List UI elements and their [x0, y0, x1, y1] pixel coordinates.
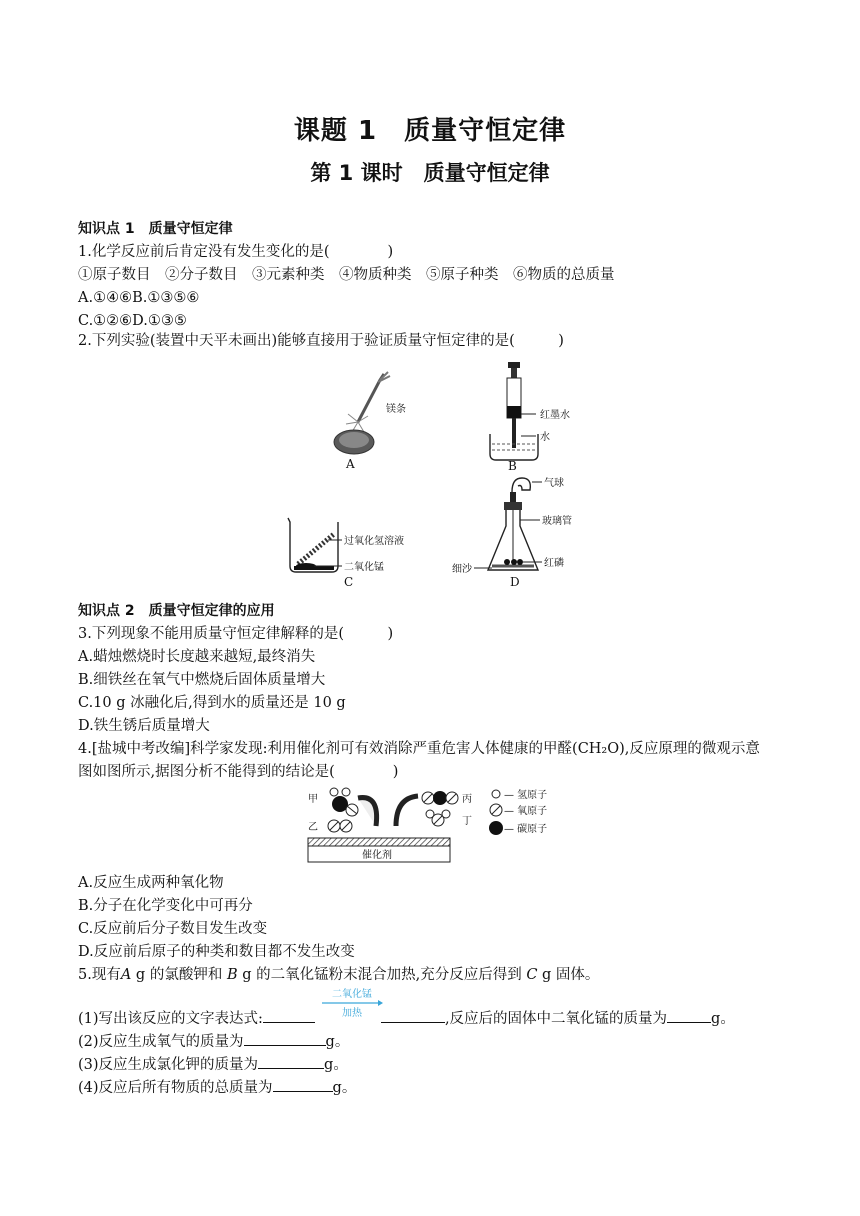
- label-water: 水: [540, 432, 550, 443]
- figure-c-h2o2: [284, 514, 424, 592]
- q3-option-c: C.10 g 冰融化后,得到水的质量还是 10 g: [78, 695, 346, 711]
- q3-option-b: B.细铁丝在氧气中燃烧后固体质量增大: [78, 672, 326, 688]
- q5-part1: [78, 1008, 735, 1028]
- q5-var-b: B: [226, 967, 238, 983]
- section-heading-1: 知识点 1 质量守恒定律: [78, 221, 233, 237]
- blank-oxygen-mass[interactable]: [244, 1031, 326, 1046]
- caption-b: B: [508, 459, 517, 473]
- q5-stem-mid2: g 的二氧化锰粉末混合加热,充分反应后得到: [237, 967, 527, 983]
- blank-product[interactable]: [381, 1008, 445, 1023]
- q5-part4-text: (4)反应后所有物质的总质量为: [78, 1080, 273, 1096]
- q5-var-a: A: [120, 967, 132, 983]
- figure-d-flask: [452, 472, 582, 592]
- label-yi: 乙: [308, 822, 318, 833]
- q5-part2: [78, 1031, 349, 1051]
- legend-carbon: — 碳原子: [504, 824, 548, 835]
- unit-g: g。: [711, 1011, 735, 1027]
- label-ding: 丁: [462, 816, 472, 827]
- blank-mno2-mass[interactable]: [667, 1008, 711, 1023]
- label-glass-tube: 玻璃管: [542, 516, 572, 527]
- q5-stem-pre: 5.现有: [78, 967, 121, 983]
- page-subtitle: 第 1 课时 质量守恒定律: [310, 161, 550, 185]
- q5-stem-post: g 固体。: [537, 967, 600, 983]
- q4-option-d: D.反应前后原子的种类和数目都不发生改变: [78, 944, 355, 960]
- blank-kcl-mass[interactable]: [258, 1054, 324, 1069]
- q5-stem: [78, 966, 599, 984]
- caption-c: C: [344, 575, 354, 589]
- caption-a: A: [346, 457, 355, 471]
- q5-part3-text: (3)反应生成氯化钾的质量为: [78, 1057, 259, 1073]
- figure-b-ink-water: [486, 358, 606, 473]
- unit-g: g。: [325, 1034, 350, 1050]
- q4-stem-line2: 图如图所示,据图分析不能得到的结论是( ): [78, 764, 399, 780]
- label-mno2: 二氧化锰: [344, 562, 384, 573]
- q5-part4: [78, 1077, 356, 1097]
- label-h2o2: 过氧化氢溶液: [344, 536, 404, 547]
- q1-stem: 1.化学反应前后肯定没有发生变化的是( ): [78, 244, 394, 260]
- q5-part2-text: (2)反应生成氧气的质量为: [78, 1034, 244, 1050]
- q5-stem-mid1: g 的氯酸钾和: [131, 967, 227, 983]
- q5-part1-pre: (1)写出该反应的文字表达式:: [78, 1011, 263, 1027]
- arrow-top-label: 二氧化锰: [332, 989, 372, 1000]
- q5-part3: [78, 1054, 348, 1074]
- blank-reactant[interactable]: [263, 1008, 315, 1023]
- q1-options-ab: A.①④⑥B.①③⑤⑥: [78, 290, 200, 306]
- legend-hydrogen: — 氢原子: [504, 790, 548, 801]
- blank-total-mass[interactable]: [273, 1077, 333, 1092]
- q4-option-c: C.反应前后分子数目发生改变: [78, 921, 268, 937]
- q1-options-cd: C.①②⑥D.①③⑤: [78, 313, 187, 329]
- label-sand: 细沙: [452, 564, 472, 575]
- label-balloon: 气球: [544, 478, 564, 489]
- section-heading-2: 知识点 2 质量守恒定律的应用: [78, 603, 275, 619]
- legend-oxygen: — 氧原子: [504, 806, 548, 817]
- q1-items: ①原子数目 ②分子数目 ③元素种类 ④物质种类 ⑤原子种类 ⑥物质的总质量: [78, 267, 615, 283]
- q5-part1-post: ,反应后的固体中二氧化锰的质量为: [444, 1011, 668, 1027]
- unit-g: g。: [332, 1080, 357, 1096]
- label-bing: 丙: [462, 794, 472, 805]
- q3-option-a: A.蜡烛燃烧时长度越来越短,最终消失: [78, 649, 316, 665]
- q3-stem: 3.下列现象不能用质量守恒定律解释的是( ): [78, 626, 394, 642]
- unit-g: g。: [324, 1057, 348, 1073]
- figure-reaction-diagram: [300, 784, 560, 866]
- label-red-ink: 红墨水: [540, 410, 570, 421]
- figure-a-magnesium: [318, 360, 428, 475]
- q4-stem-line1: 4.[盐城中考改编]科学家发现:利用催化剂可有效消除严重危害人体健康的甲醛(CH₂O),反应原理的微观示意: [78, 741, 760, 757]
- q4-option-b: B.分子在化学变化中可再分: [78, 898, 253, 914]
- q2-stem: 2.下列实验(装置中天平未画出)能够直接用于验证质量守恒定律的是( ): [78, 333, 564, 349]
- q5-var-c: C: [526, 967, 538, 983]
- label-magnesium: 镁条: [386, 404, 406, 415]
- caption-d: D: [510, 575, 520, 589]
- label-jia: 甲: [308, 794, 318, 805]
- page-title: 课题 1 质量守恒定律: [293, 116, 567, 146]
- q4-option-a: A.反应生成两种氧化物: [78, 875, 224, 891]
- q3-option-d: D.铁生锈后质量增大: [78, 718, 210, 734]
- label-catalyst: 催化剂: [362, 850, 392, 861]
- arrow-bottom-label: 加热: [342, 1008, 362, 1019]
- label-red-phosphorus: 红磷: [544, 558, 564, 569]
